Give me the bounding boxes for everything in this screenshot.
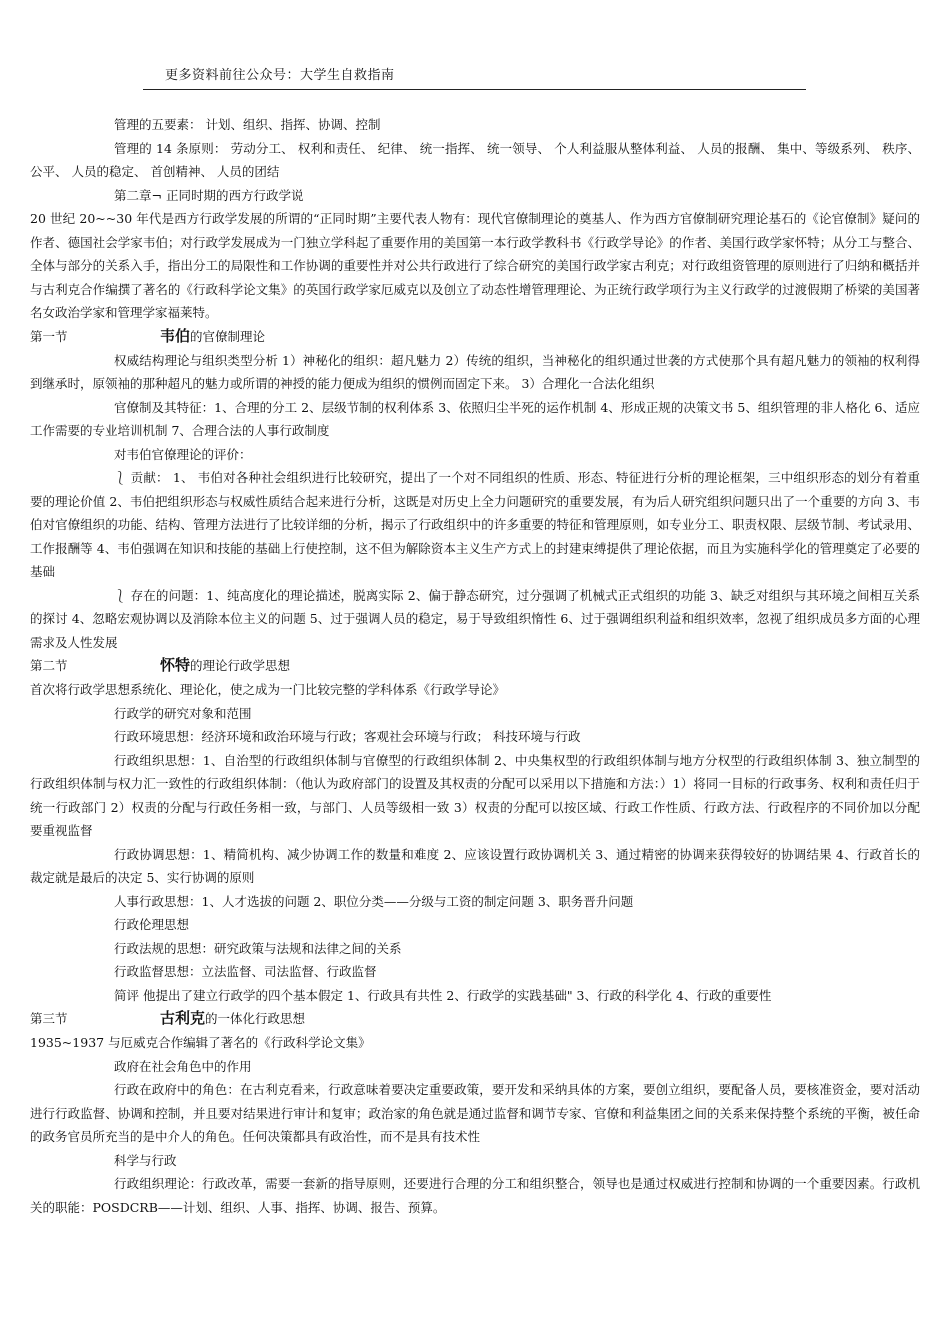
section-title-rest: 的官僚制理论 <box>190 328 266 344</box>
paragraph-problems: ⎱ 存在的问题：1、纯高度化的理论描述，脱离实际 2、偏于静态研究，过分强调了机械式正式组织的功能 3、缺乏对组织与其环境之间相互关系的探讨 4、忽略宏观协调以及消除本位主义的问题 5、过于强调人员的稳定，易于导致组织惰性 6、过于强调组织利益和组织效率，忽视了组织成员多方面的心理需求及人性发展 <box>30 587 920 650</box>
section-title <box>160 1007 305 1031</box>
section-title-rest: 的理论行政学思想 <box>190 658 291 673</box>
paragraph-white-intro: 首次将行政学思想系统化、理论化，使之成为一门比较完整的学科体系《行政学导论》 <box>30 682 506 697</box>
paragraph-fourteen-principles: 管理的 14 条原则： 劳动分工、 权利和责任、 纪律、 统一指挥、 统一领导、 个人利益服从整体利益、 人员的报酬、 集中、等级系列、 秩序、 公平、 人员的稳定、 首创精神、 人员的团结 <box>30 140 920 179</box>
paragraph-organization: 行政组织思想：1、自治型的行政组织体制与官僚型的行政组织体制 2、中央集权型的行政组织体制与地方分权型的行政组织体制 3、独立制型的行政组织体制与权力汇一致性的行政组织体制：（他认为政府部门的设置及其权责的分配可以采用以下措施和方法：）1）将同一目标的行政事务、权利和责任归于统一行政部门 2）权责的分配与行政任务相一致，与部门、人员等级相一致 3）权责的分配可以按区域、行政工作性质、行政方法、行政程序的不同价加以分配 要重视监督 <box>30 752 920 838</box>
header-divider <box>143 89 806 90</box>
section-title-name: 韦伯 <box>160 326 191 345</box>
paragraph-administration-role: 行政在政府中的角色：在古利克看来，行政意味着要决定重要政策，要开发和采纳具体的方案，要创立组织，要配备人员，要核准资金，要对活动进行行政监督、协调和控制，并且要对结果进行审计和复审；政治家的角色就是通过监督和调节专家、官僚和利益集团之间的关系来保持整个系统的平衡，被任命的政务官员所充当的是中介人的角色。任何决策都具有政治性，而不是具有技术性 <box>30 1082 920 1144</box>
paragraph-ethics: 行政伦理思想 <box>114 917 190 932</box>
chapter-heading: 第二章¬ 正同时期的西方行政学说 <box>114 187 304 203</box>
section-number: 第三节 <box>30 1011 68 1026</box>
paragraph-brief-comment: 简评 他提出了建立行政学的四个基本假定 1、行政具有共性 2、行政学的实践基础" 3、行政的科学化 4、行政的重要性 <box>114 987 772 1003</box>
paragraph-personnel: 人事行政思想：1、人才选拔的问题 2、职位分类——分级与工资的制定问题 3、职务晋升问题 <box>114 893 634 909</box>
paragraph-coordination: 行政协调思想：1、精简机构、减少协调工作的数量和难度 2、应该设置行政协调机关 3、通过精密的协调来获得较好的协调结果 4、行政首长的裁定就是最后的决定 5、实行协调的原则 <box>30 846 921 885</box>
paragraph-government-role: 政府在社会角色中的作用 <box>114 1058 252 1074</box>
paragraph-organization-theory: 行政组织理论：行政改革，需要一套新的指导原则，还要进行合理的分工和组织整合，领导也是通过权威进行控制和协调的一个重要因素。行政机关的职能：POSDCRB——计划、组织、人事、指挥、协调、报告、预算。 <box>30 1176 920 1215</box>
section-title <box>160 325 265 349</box>
paragraph-environment: 行政环境思想：经济环境和政治环境与行政；客观社会环境与行政； 科技环境与行政 <box>114 729 581 744</box>
section-heading-2 <box>30 654 920 678</box>
section-number: 第一节 <box>30 328 68 344</box>
section-heading-1 <box>30 325 920 349</box>
paragraph-gulick-intro: 1935~1937 与厄威克合作编辑了著名的《行政科学论文集》 <box>30 1035 371 1050</box>
section-title-rest: 的一体化行政思想 <box>205 1011 306 1026</box>
section-title <box>160 654 290 678</box>
paragraph-bureaucracy-features: 官僚制及其特征：1、合理的分工 2、层级节制的权利体系 3、依照归尘半死的运作机制 4、形成正规的决策文书 5、组织管理的非人格化 6、适应工作需要的专业培训机制 7、合理合法的人事行政制度 <box>30 399 920 438</box>
paragraph-regulations: 行政法规的思想：研究政策与法规和法律之间的关系 <box>114 940 402 956</box>
document-body <box>30 113 920 1219</box>
page-header: 更多资料前往公众号：大学生自救指南 <box>165 68 395 83</box>
paragraph-evaluation-heading: 对韦伯官僚理论的评价： <box>114 446 252 462</box>
paragraph-research-scope: 行政学的研究对象和范围 <box>114 705 252 721</box>
section-title-name: 古利克 <box>160 1009 206 1027</box>
section-title-name: 怀特 <box>160 656 191 674</box>
paragraph-science-administration: 科学与行政 <box>114 1152 177 1168</box>
paragraph-orthodox-period: 20 世纪 20~~30 年代是西方行政学发展的所谓的“正同时期”主要代表人物有：现代官僚制理论的奠基人、作为西方官僚制研究理论基石的《论官僚制》疑问的作者、德国社会学家韦伯；对行政学发展成为一门独立学科起了重要作用的美国第一本行政学教科书《行政学导论》的作者、美国行政学家怀特；从分工与整合、全体与部分的关系入手，指出分工的局限性和工作协调的重要性并对公共行政进行了综合研究的美国行政学家古利克；对行政组资管理的原则进行了归纳和概括并与古利克合作编撰了著名的《行政科学论文集》的英国行政学家厄威克以及创立了动态性增管理理论、为正统行政学项行为主义行政学的过渡假期了桥梁的美国著名女政治学家和管理学家福莱特。 <box>30 211 920 320</box>
paragraph-authority-structure: 权威结构理论与组织类型分析 1）神秘化的组织：超凡魅力 2）传统的组织，当神秘化的组织通过世袭的方式使那个具有超凡魅力的领袖的权利得到继承时，原领袖的那种超凡的魅力或所谓的神授的能力便成为组织的惯例而固定下来。 3）合理化一合法化组织 <box>30 352 920 391</box>
section-number: 第二节 <box>30 658 68 673</box>
paragraph-five-elements: 管理的五要素： 计划、组织、指挥、协调、控制 <box>114 117 381 132</box>
paragraph-contributions: ⎱ 贡献： 1、 韦伯对各种社会组织进行比较研究，提出了一个对不同组织的性质、形态、特征进行分析的理论框架，三中组织形态的划分有着重要的理论价值 2、韦伯把组织形态与权威性质结合起来进行分析，这既是对历史上全力问题研究的重要发展，有为后人研究组织问题只出了一个重要的方向 3、韦伯对官僚组织的功能、结构、管理方法进行了比较详细的分析，揭示了行政组织中的许多重要的特征和管理原则，如专业分工、职责权限、层级节制、考试录用、工作报酬等 4、韦伯强调在知识和技能的基础上行使控制，这不但为解除资本主义生产方式上的封建束缚提供了理论依据，而且为实施科学化的管理奠定了必要的基础 <box>30 470 920 579</box>
paragraph-supervision: 行政监督思想：立法监督、司法监督、行政监督 <box>114 964 377 979</box>
section-heading-3 <box>30 1007 920 1031</box>
